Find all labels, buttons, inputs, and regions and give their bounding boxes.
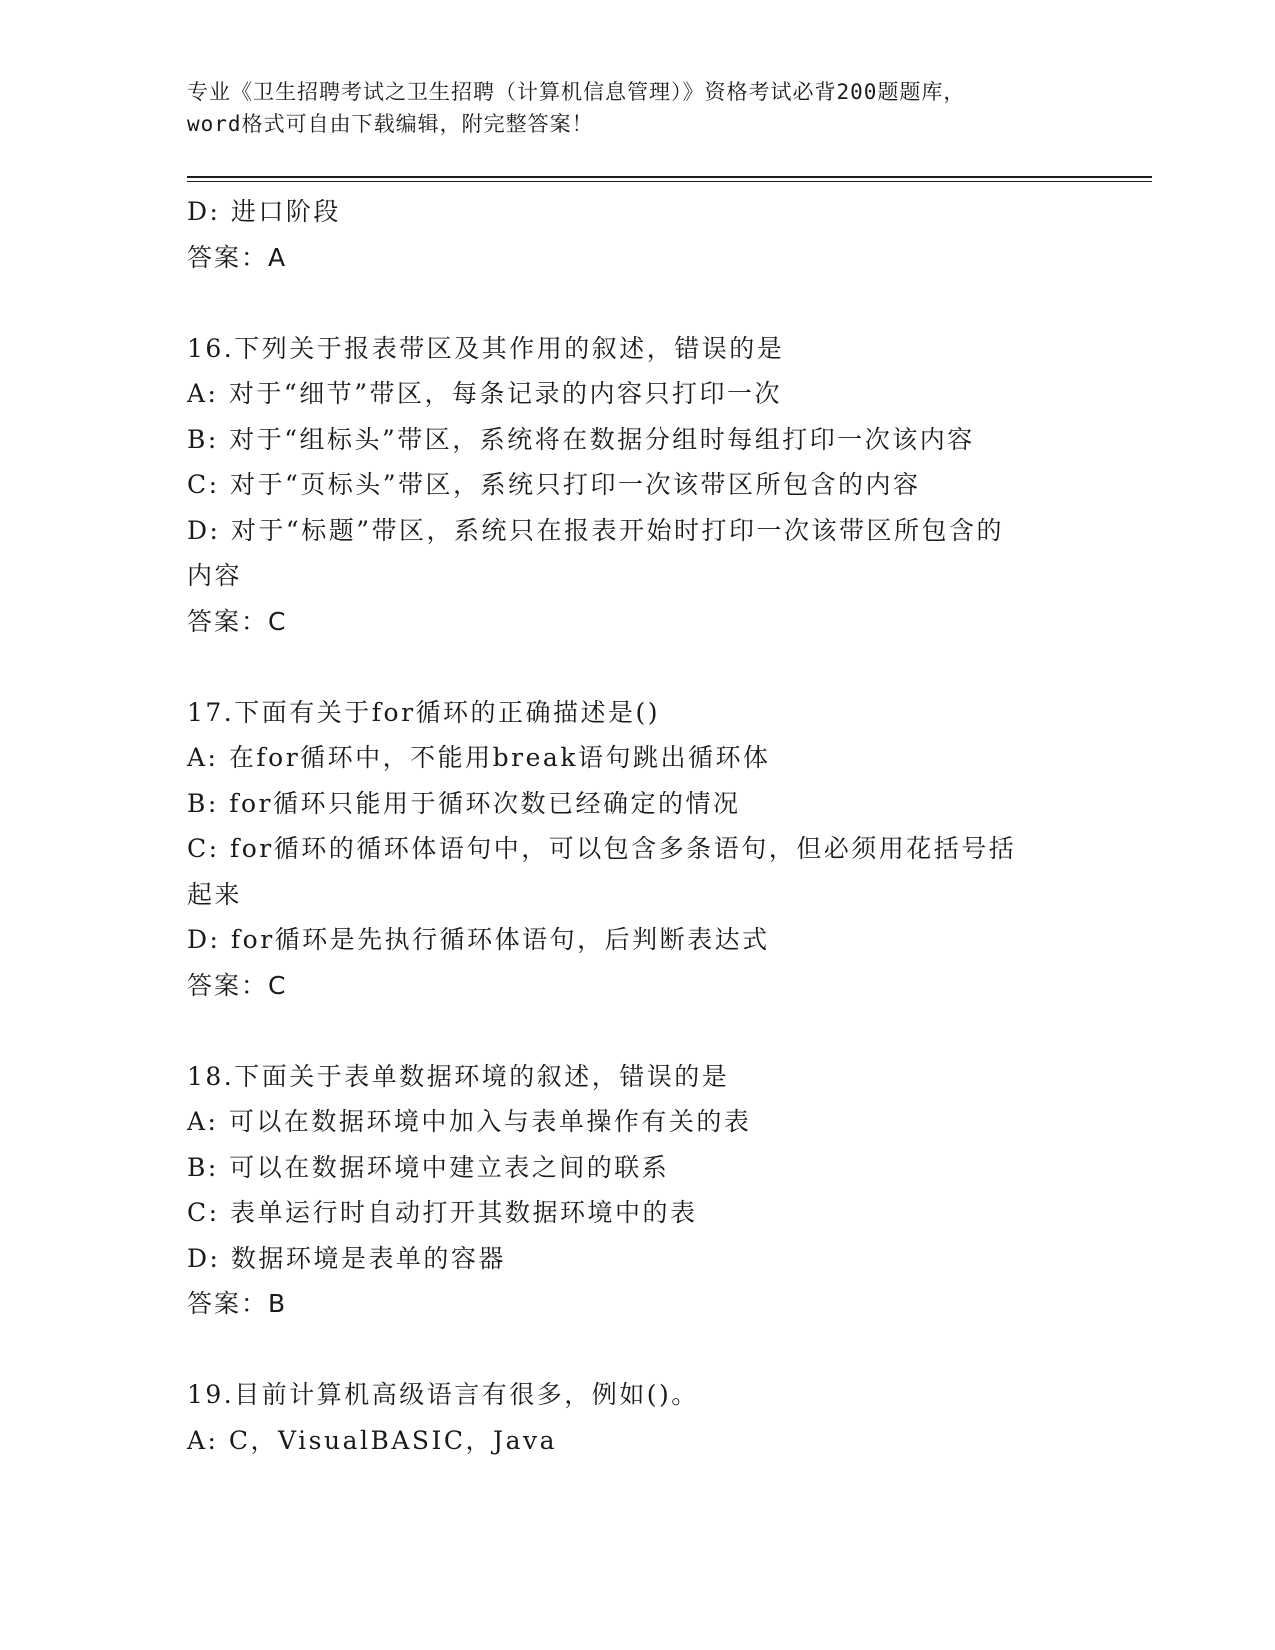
option-a: A: 对于“细节”带区，每条记录的内容只打印一次 [187,379,782,408]
spacer [187,1327,1087,1373]
header-divider-thin [187,181,1152,182]
question-19 [187,1372,1087,1463]
question-stem: 18.下面关于表单数据环境的叙述，错误的是 [187,1061,730,1091]
answer-line: 答案：A [187,242,288,272]
option-b: B: for循环只能用于循环次数已经确定的情况 [187,788,741,818]
question-list [187,189,1087,1463]
option-a: A: C，VisualBASIC，Java [187,1425,558,1455]
option-b: B: 对于“组标头”带区，系统将在数据分组时每组打印一次该内容 [187,424,975,454]
option-a: A: 在for循环中，不能用break语句跳出循环体 [187,743,771,772]
question-stem: 16.下列关于报表带区及其作用的叙述，错误的是 [187,333,785,363]
question-stem: 17.下面有关于for循环的正确描述是() [187,697,661,727]
header-divider-thick [187,176,1152,178]
option-c: C: 对于“页标头”带区，系统只打印一次该带区所包含的内容 [187,470,921,499]
answer-line: 答案：C [187,606,288,636]
question-16 [187,326,1087,645]
document-header [187,76,1087,140]
question-stem: 19.目前计算机高级语言有很多，例如()。 [187,1380,699,1409]
header-line-2: word格式可自由下载编辑，附完整答案！ [187,112,594,136]
spacer [187,644,1087,690]
option-d: D: 数据环境是表单的容器 [187,1243,506,1273]
answer-line: 答案：B [187,1289,288,1318]
option-c: C: 表单运行时自动打开其数据环境中的表 [187,1198,698,1227]
question-18 [187,1054,1087,1327]
option-b: B: 可以在数据环境中建立表之间的联系 [187,1152,670,1182]
spacer [187,280,1087,326]
option-c-continued: 起来 [187,879,243,909]
spacer [187,1008,1087,1054]
option-c: C: for循环的循环体语句中，可以包含多条语句，但必须用花括号括 [187,834,1017,863]
option-d: D: 对于“标题”带区，系统只在报表开始时打印一次该带区所包含的 [187,515,1004,545]
header-line-1: 专业《卫生招聘考试之卫生招聘（计算机信息管理）》资格考试必背200题题库， [187,80,966,104]
question-17 [187,690,1087,1009]
option-d: D: 进口阶段 [187,197,341,226]
answer-line: 答案：C [187,970,288,1000]
option-d: D: for循环是先执行循环体语句，后判断表达式 [187,925,770,954]
option-a: A: 可以在数据环境中加入与表单操作有关的表 [187,1107,752,1136]
previous-question-fragment [187,189,1087,280]
option-d-continued: 内容 [187,561,243,590]
